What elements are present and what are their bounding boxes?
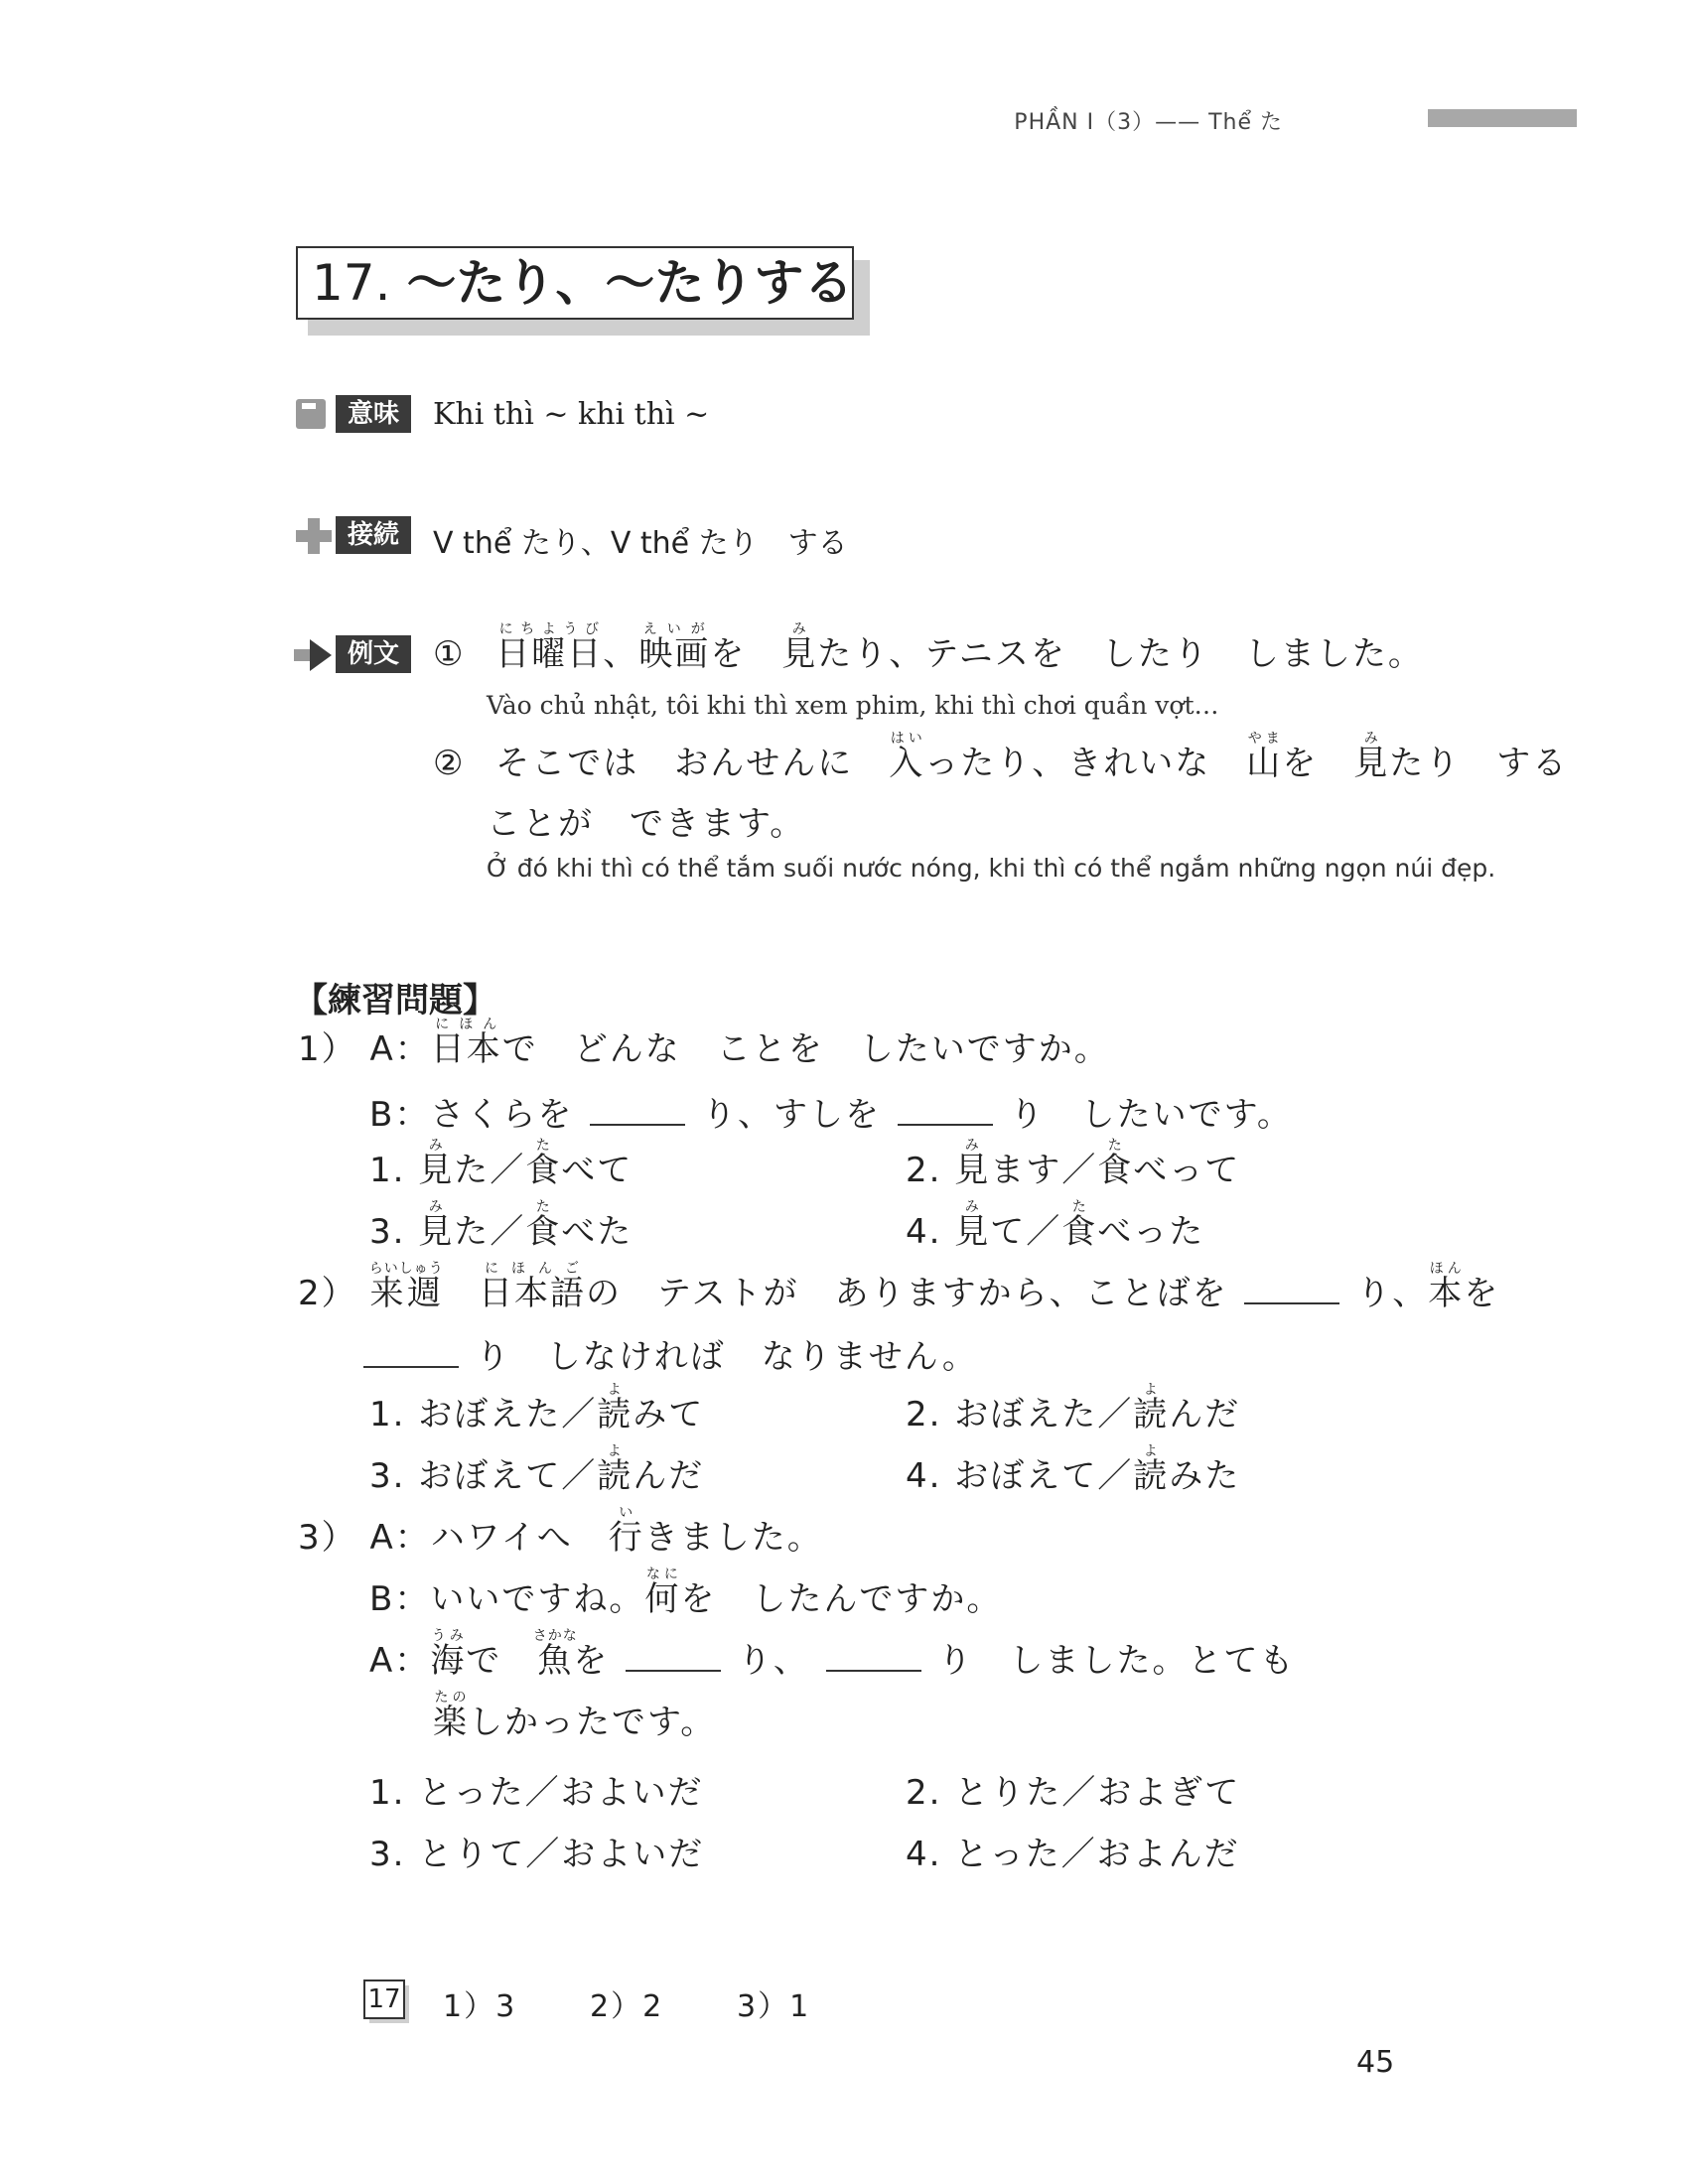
connection-label: 接続: [336, 516, 411, 554]
meaning-text: Khi thì ~ khi thì ~: [433, 397, 710, 432]
running-header: PHẦN Ⅰ（3）—— Thể た: [1014, 110, 1283, 135]
q1-b-mid: り、すしを: [701, 1095, 881, 1135]
ruby-word: 見み: [418, 1138, 455, 1190]
ruby-word: 食た: [525, 1199, 562, 1252]
q3-a1-text: A：ハワイへ 行いきました。: [369, 1505, 823, 1558]
answer-1: 1）3: [443, 1989, 517, 2024]
lesson-number: 17.: [312, 254, 391, 312]
q1-line-b: [369, 1096, 1293, 1134]
example-1-translation: Vào chủ nhật, tôi khi thì xem phim, khi thì chơi quần vợt…: [487, 691, 1219, 720]
q1-a-text: A：日本にほんで どんな ことを したいですか。: [369, 1017, 1110, 1069]
q2-line-1-end: を: [1464, 1274, 1500, 1313]
ruby-word: 読よ: [1133, 1382, 1170, 1434]
ruby-word: 見み: [781, 621, 818, 674]
q2-line-2-text: り しなければ なりません。: [475, 1337, 978, 1377]
example-2: [433, 731, 1568, 782]
q2-option-2[interactable]: 2. おぼえた／読よんだ: [906, 1382, 1241, 1434]
q1-b-pre: B：さくらを: [369, 1095, 574, 1135]
q2-line-1: [298, 1261, 1499, 1312]
ruby-word: 海うみ: [430, 1628, 467, 1681]
q1-b-post: り したいです。: [1009, 1095, 1293, 1135]
q3-line-a3: 楽たのしかったです。: [433, 1690, 717, 1742]
ruby-word: 何なに: [644, 1567, 681, 1619]
q2-option-1[interactable]: 1. おぼえた／読よみて: [369, 1382, 705, 1434]
ruby-word: 楽たの: [433, 1690, 469, 1742]
ruby-word: 映画えいが: [638, 621, 711, 674]
lesson-pattern: 〜たり、〜たりする: [406, 254, 854, 312]
q3-number: 3）: [298, 1518, 357, 1558]
example-1-number: ①: [433, 634, 466, 674]
meaning-label: 意味: [336, 395, 411, 433]
q1-option-2[interactable]: 2. 見みます／食たべって: [906, 1138, 1241, 1190]
plus-icon: [308, 518, 320, 554]
examples-label: 例文: [336, 635, 411, 673]
q3-a2-mid: り、: [737, 1641, 809, 1681]
q3-option-2[interactable]: 2. とりた／およぎて: [906, 1773, 1241, 1813]
q3-a2-post: り しました。とても: [937, 1641, 1296, 1681]
lesson-title: [296, 246, 854, 320]
answer-2: 2）2: [590, 1989, 664, 2024]
q3-line-a1: [298, 1505, 823, 1557]
ruby-word: 見み: [1353, 731, 1390, 783]
q1-option-4[interactable]: 4. 見みて／食たべった: [906, 1199, 1205, 1252]
ruby-word: 山やま: [1246, 731, 1283, 783]
ruby-word: 入はい: [889, 731, 925, 783]
ruby-word: 食た: [1061, 1199, 1098, 1252]
q3-blank-2[interactable]: [826, 1642, 921, 1672]
q1-blank-2[interactable]: [898, 1096, 993, 1126]
q2-book-kanji: [1428, 1261, 1465, 1313]
q3-line-b: B：いいですね。何なにを したんですか。: [369, 1567, 1003, 1619]
ruby-word: 食た: [525, 1138, 562, 1190]
ruby-word: 日曜日にちようび: [495, 621, 604, 674]
q2-option-4[interactable]: 4. おぼえて／読よみた: [906, 1443, 1241, 1496]
arrow-icon: [294, 637, 334, 673]
q2-line-1-text: 来週らいしゅう 日本語にほんごの テストが ありますから、ことばを: [368, 1261, 1228, 1313]
q2-option-3[interactable]: 3. おぼえて／読よんだ: [369, 1443, 705, 1496]
ruby-word: 来週らいしゅう: [368, 1261, 444, 1313]
book-icon-detail: [302, 403, 316, 409]
ruby-word: 見み: [418, 1199, 455, 1252]
q1-number: 1）: [298, 1029, 357, 1069]
q2-line-1-post: り、: [1356, 1274, 1429, 1313]
connection-text: V thể たり、V thể たり する: [433, 526, 848, 561]
q1-line-a: [298, 1017, 1110, 1068]
example-2-line2: ことが できます。: [487, 804, 806, 844]
q3-blank-1[interactable]: [626, 1642, 721, 1672]
ruby-word: 魚さかな: [532, 1628, 578, 1681]
ruby-word: 日本にほん: [430, 1017, 502, 1069]
ruby-word: 読よ: [1133, 1443, 1170, 1496]
q1-option-3[interactable]: 3. 見みた／食たべた: [369, 1199, 633, 1252]
q3-a2-text: A：海うみで 魚さかなを: [369, 1628, 610, 1681]
example-2-sentence: そこでは おんせんに 入はいったり、きれいな 山やまを 見みたり する: [495, 731, 1569, 783]
q2-blank-1[interactable]: [1244, 1275, 1339, 1304]
answer-box: 17: [363, 1979, 405, 2019]
practice-heading: 【練習問題】: [294, 981, 496, 1021]
q3-option-3[interactable]: 3. とりて／およいだ: [369, 1835, 705, 1874]
q2-blank-2[interactable]: [363, 1338, 459, 1368]
ruby-word: 食た: [1097, 1138, 1134, 1190]
header-bar: [1428, 109, 1577, 127]
ruby-word: 行い: [608, 1505, 644, 1558]
ruby-word: 読よ: [597, 1443, 633, 1496]
q2-line-2: [363, 1338, 978, 1376]
example-2-translation: Ở đó khi thì có thể tắm suối nước nóng, khi thì có thể ngắm những ngọn núi đẹp.: [487, 854, 1496, 883]
q2-number: 2）: [298, 1274, 357, 1313]
q1-option-1[interactable]: 1. 見みた／食たべて: [369, 1138, 633, 1190]
ruby-word: 日本語にほんご: [478, 1261, 586, 1313]
ruby-word: 見み: [954, 1138, 991, 1190]
page-number: 45: [1356, 2045, 1395, 2080]
q3-option-1[interactable]: 1. とった／およいだ: [369, 1773, 704, 1813]
q3-option-4[interactable]: 4. とった／およんだ: [906, 1835, 1240, 1874]
q1-blank-1[interactable]: [590, 1096, 685, 1126]
ruby-word: 見み: [954, 1199, 991, 1252]
example-2-number: ②: [433, 744, 466, 783]
ruby-word: 本ほん: [1428, 1261, 1465, 1313]
answer-3: 3）1: [737, 1989, 811, 2024]
q3-line-a2: [369, 1628, 1296, 1680]
example-1-sentence: 日曜日にちようび、映画えいがを 見みたり、テニスを したり しました。: [495, 621, 1424, 674]
example-1: [433, 621, 1424, 673]
ruby-word: 読よ: [597, 1382, 633, 1434]
